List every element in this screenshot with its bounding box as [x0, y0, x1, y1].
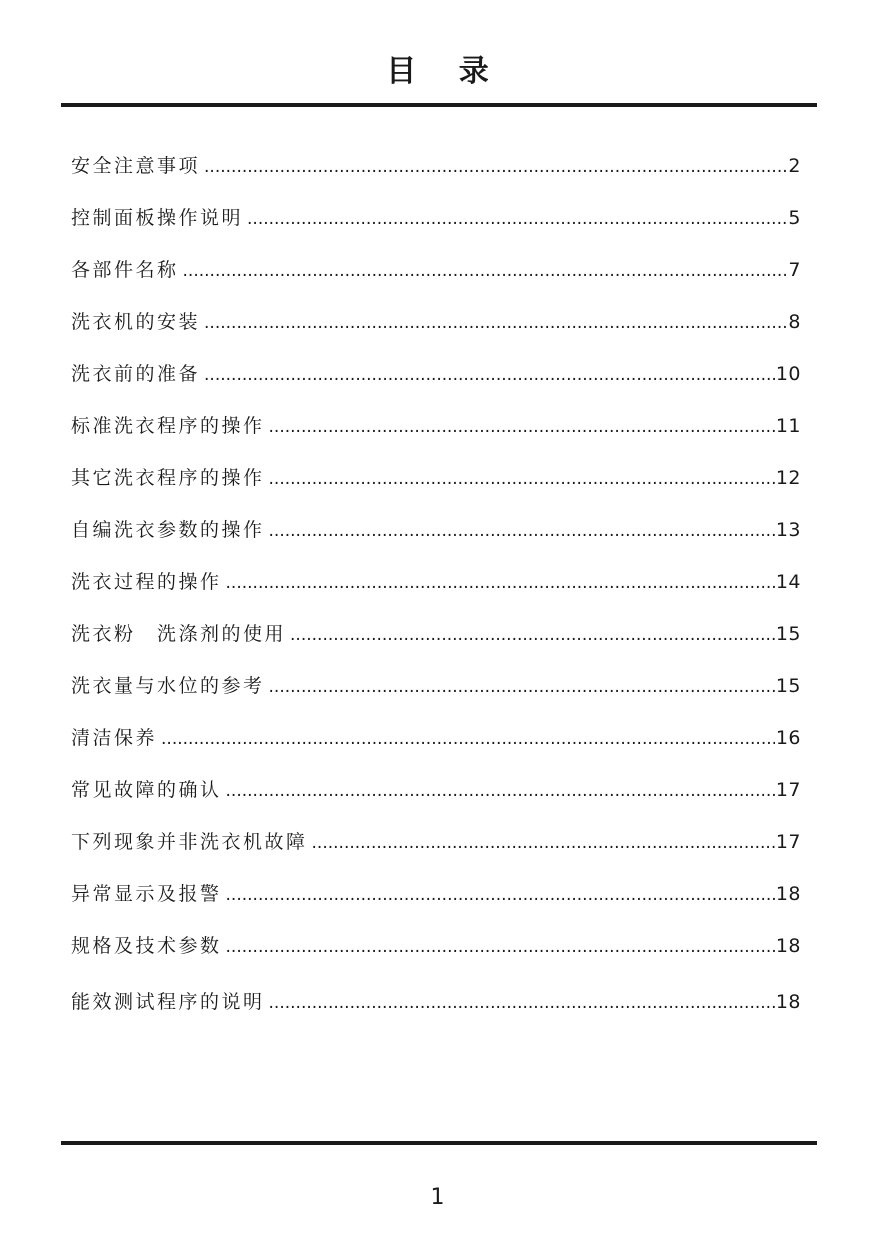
toc-entry[interactable] [71, 816, 801, 868]
toc-entry[interactable] [71, 976, 801, 1028]
toc-entry-label: 清洁保养 [71, 727, 158, 749]
toc-entry[interactable] [71, 296, 801, 348]
toc-entry-page: 16 [775, 727, 801, 749]
toc-leader-dots [226, 776, 775, 806]
toc-entry-page: 11 [775, 415, 801, 437]
toc-leader-dots [226, 880, 775, 910]
toc-leader-dots [226, 932, 775, 962]
toc-entry-label: 安全注意事项 [71, 155, 201, 177]
toc-entry-label: 洗衣粉 洗涤剂的使用 [71, 623, 287, 645]
toc-entry-label: 其它洗衣程序的操作 [71, 467, 265, 489]
toc-entry-label: 洗衣量与水位的参考 [71, 675, 265, 697]
toc-entry-page: 17 [775, 779, 801, 801]
toc-entry-label: 自编洗衣参数的操作 [71, 519, 265, 541]
toc-entry-page: 2 [788, 155, 801, 177]
toc-entry[interactable] [71, 400, 801, 452]
toc-leader-dots [269, 464, 775, 494]
toc-entry[interactable] [71, 868, 801, 920]
toc-entry-label: 能效测试程序的说明 [71, 991, 265, 1013]
toc-entry-page: 5 [788, 207, 801, 229]
toc-leader-dots [183, 256, 788, 286]
toc-entry[interactable] [71, 140, 801, 192]
toc-entry-label: 下列现象并非洗衣机故障 [71, 831, 308, 853]
toc-entry-page: 15 [775, 675, 801, 697]
toc-entry-page: 12 [775, 467, 801, 489]
toc-leader-dots [312, 828, 775, 858]
toc-leader-dots [290, 620, 775, 650]
toc-entry-label: 异常显示及报警 [71, 883, 222, 905]
toc-leader-dots [269, 672, 775, 702]
toc-entry[interactable] [71, 712, 801, 764]
toc-leader-dots [226, 568, 775, 598]
toc-entry[interactable] [71, 556, 801, 608]
toc-leader-dots [247, 204, 787, 234]
toc-entry-label: 常见故障的确认 [71, 779, 222, 801]
toc-entry[interactable] [71, 244, 801, 296]
toc-entry[interactable] [71, 504, 801, 556]
toc-entry-page: 13 [775, 519, 801, 541]
page-number: 1 [430, 1185, 445, 1210]
page-title: 目 录 [386, 54, 505, 89]
toc-entry[interactable] [71, 608, 801, 660]
toc-leader-dots [269, 516, 775, 546]
toc-entry-label: 洗衣前的准备 [71, 363, 201, 385]
toc-entry-page: 8 [788, 311, 801, 333]
toc-entry-label: 标准洗衣程序的操作 [71, 415, 265, 437]
toc-leader-dots [269, 988, 775, 1018]
toc-entry-label: 规格及技术参数 [71, 935, 222, 957]
toc-entry-page: 18 [775, 991, 801, 1013]
toc-leader-dots [204, 152, 787, 182]
toc-leader-dots [204, 308, 787, 338]
toc-entry[interactable] [71, 660, 801, 712]
toc-entry-page: 18 [775, 935, 801, 957]
footer-rule [61, 1141, 817, 1145]
toc-entry[interactable] [71, 764, 801, 816]
toc-entry[interactable] [71, 192, 801, 244]
toc-entry-page: 10 [775, 363, 801, 385]
toc-entry-label: 各部件名称 [71, 259, 179, 281]
toc-leader-dots [161, 724, 775, 754]
header-rule [61, 103, 817, 107]
toc-leader-dots [269, 412, 775, 442]
toc-entry-page: 15 [775, 623, 801, 645]
toc-entry-label: 洗衣机的安装 [71, 311, 201, 333]
toc-entry[interactable] [71, 920, 801, 972]
toc-entry[interactable] [71, 348, 801, 400]
toc-entry-label: 洗衣过程的操作 [71, 571, 222, 593]
toc-leader-dots [204, 360, 775, 390]
toc-entry-page: 18 [775, 883, 801, 905]
toc-entry-page: 17 [775, 831, 801, 853]
toc-entry-label: 控制面板操作说明 [71, 207, 244, 229]
table-of-contents [71, 140, 801, 1028]
toc-entry-page: 7 [788, 259, 801, 281]
toc-entry[interactable] [71, 452, 801, 504]
toc-entry-page: 14 [775, 571, 801, 593]
